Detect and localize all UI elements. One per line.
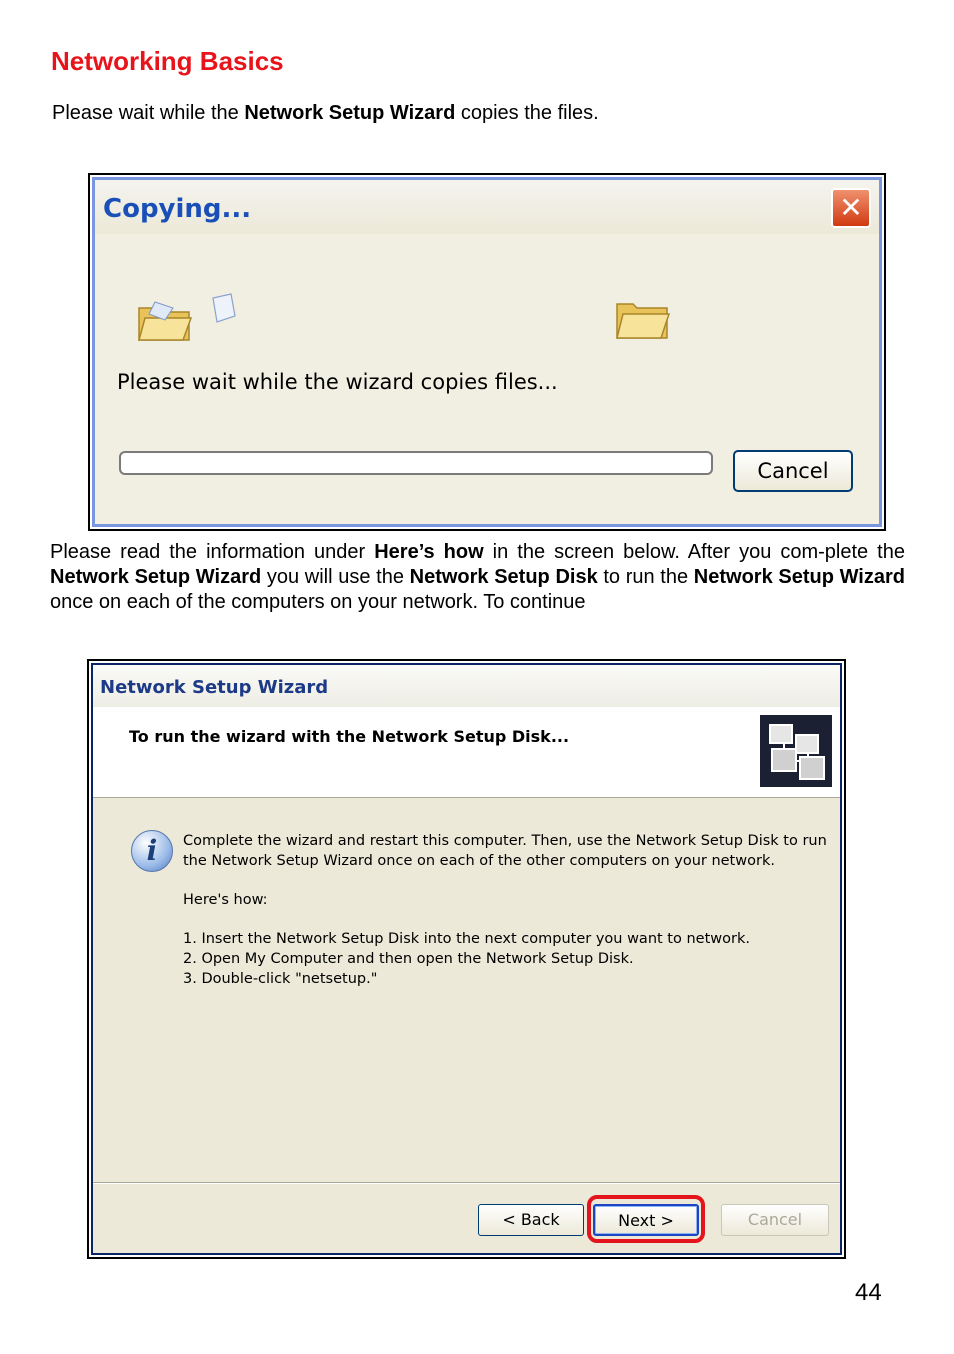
folder-open-icon: [137, 300, 193, 342]
wizard-cancel-button[interactable]: Cancel: [721, 1204, 829, 1236]
button-divider: [93, 1182, 840, 1184]
flying-document-icon: [209, 292, 237, 324]
instructions-paragraph: Please read the information under Here’s how in the screen below. After you com-plete the Network Setup Wizard you will use the Network Setup Disk to run the Network Setup Wizard once on each of the computers on your network. To continue: [50, 541, 905, 613]
next-button-highlight: [587, 1195, 705, 1243]
info-icon: i: [131, 830, 173, 872]
intro-text: Please wait while the Network Setup Wizard copies the files.: [52, 102, 599, 124]
copying-dialog-screenshot: [88, 173, 886, 531]
wizard-body-line-2: the Network Setup Wizard once on each of the other computers on your network.: [183, 853, 775, 869]
wizard-body-line-1: Complete the wizard and restart this computer. Then, use the Network Setup Disk to run: [183, 833, 827, 849]
copying-message: Please wait while the wizard copies files...: [117, 370, 558, 394]
next-button[interactable]: Next >: [593, 1204, 699, 1236]
cancel-button[interactable]: Cancel: [733, 450, 853, 492]
copying-dialog-titlebar: [95, 180, 879, 234]
wizard-title: Network Setup Wizard: [100, 677, 329, 698]
wizard-titlebar: [93, 665, 840, 707]
wizard-header: [93, 707, 840, 798]
back-button[interactable]: < Back: [478, 1204, 584, 1236]
wizard-dialog-screenshot: [87, 659, 846, 1259]
wizard-header-text: To run the wizard with the Network Setup Disk...: [129, 727, 570, 746]
network-computers-icon: [760, 715, 832, 787]
step-2: 2. Open My Computer and then open the Network Setup Disk.: [183, 951, 634, 967]
page-number: 44: [855, 1279, 882, 1306]
step-3: 3. Double-click "netsetup.": [183, 971, 378, 987]
heres-how-label: Here's how:: [183, 892, 268, 908]
close-button[interactable]: ✕: [831, 188, 871, 228]
copy-progress-bar: [119, 451, 713, 475]
section-title: Networking Basics: [51, 46, 284, 76]
step-1: 1. Insert the Network Setup Disk into the next computer you want to network.: [183, 931, 750, 947]
wizard-dialog-window: [91, 663, 842, 1255]
copying-dialog-body: [95, 234, 879, 524]
copying-dialog-title: Copying...: [103, 194, 252, 224]
folder-icon: [615, 298, 671, 340]
copying-dialog-window: [92, 177, 882, 527]
wizard-body: [93, 798, 840, 1253]
